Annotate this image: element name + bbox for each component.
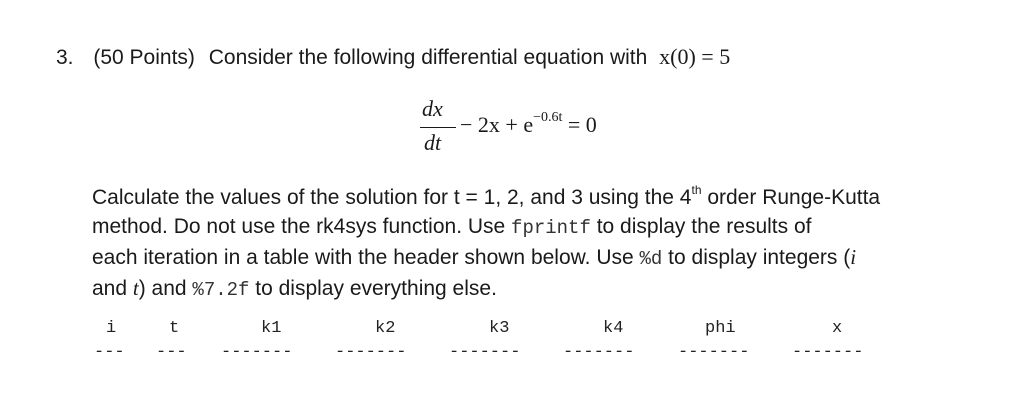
instructions-line-2-tail: to display the results of	[590, 215, 812, 238]
initial-condition: x(0) = 5	[659, 44, 731, 69]
instructions-line-3-tail: to display integers (	[662, 246, 851, 269]
instructions-line-1-tail: order Runge-Kutta	[701, 186, 881, 209]
header-k4: k4	[603, 319, 624, 338]
equation-rhs-prefix: − 2x + e	[460, 112, 534, 137]
instructions-line-4-text: and	[92, 277, 133, 300]
instructions-line-3-text: each iteration in a table with the header shown below. Use	[92, 246, 640, 269]
header-t: t	[169, 319, 180, 338]
equation-rhs	[460, 109, 597, 138]
fraction-denominator: dt	[424, 130, 442, 155]
ordinal-superscript: th	[691, 183, 702, 197]
header-x: x	[832, 319, 843, 338]
header-k3: k3	[489, 319, 510, 338]
instructions-line-4-mid: ) and	[138, 277, 193, 300]
dash-x: -------	[792, 343, 864, 362]
equation-rhs-suffix: = 0	[562, 112, 597, 137]
dash-k2: -------	[335, 343, 407, 362]
equation-exponent: −0.6t	[533, 109, 563, 125]
instructions-paragraph	[92, 178, 992, 305]
header-k2: k2	[375, 319, 396, 338]
instructions-line-4-tail: to display everything else.	[249, 277, 497, 300]
question-points: (50 Points)	[93, 46, 195, 69]
code-fprintf: fprintf	[511, 217, 591, 239]
fraction-numerator: dx	[422, 96, 443, 121]
code-format-d: %d	[639, 248, 663, 270]
instructions-line-1-text: Calculate the values of the solution for t = 1, 2, and 3 using the 4	[92, 186, 692, 209]
instructions-line-2-text: method. Do not use the rk4sys function. Use	[92, 215, 512, 238]
header-k1: k1	[261, 319, 282, 338]
instructions-line-3	[92, 243, 992, 274]
header-phi: phi	[705, 319, 736, 338]
dash-i: ---	[94, 343, 125, 362]
question-number: 3.	[56, 46, 74, 69]
instructions-line-2	[92, 212, 992, 243]
dash-t: ---	[156, 343, 187, 362]
instructions-line-4	[92, 274, 992, 305]
variable-i: i	[850, 245, 857, 269]
dash-k1: -------	[221, 343, 293, 362]
code-format-7-2f: %7.2f	[192, 279, 250, 301]
dash-phi: -------	[678, 343, 750, 362]
dash-k3: -------	[449, 343, 521, 362]
fraction-bar	[420, 127, 456, 128]
question-text: Consider the following differential equation with	[208, 46, 648, 69]
dash-k4: -------	[563, 343, 635, 362]
question-header	[56, 44, 730, 70]
results-table-header	[92, 319, 892, 369]
variable-t: t	[132, 276, 139, 300]
instructions-line-1	[92, 178, 992, 212]
header-i: i	[106, 319, 117, 338]
